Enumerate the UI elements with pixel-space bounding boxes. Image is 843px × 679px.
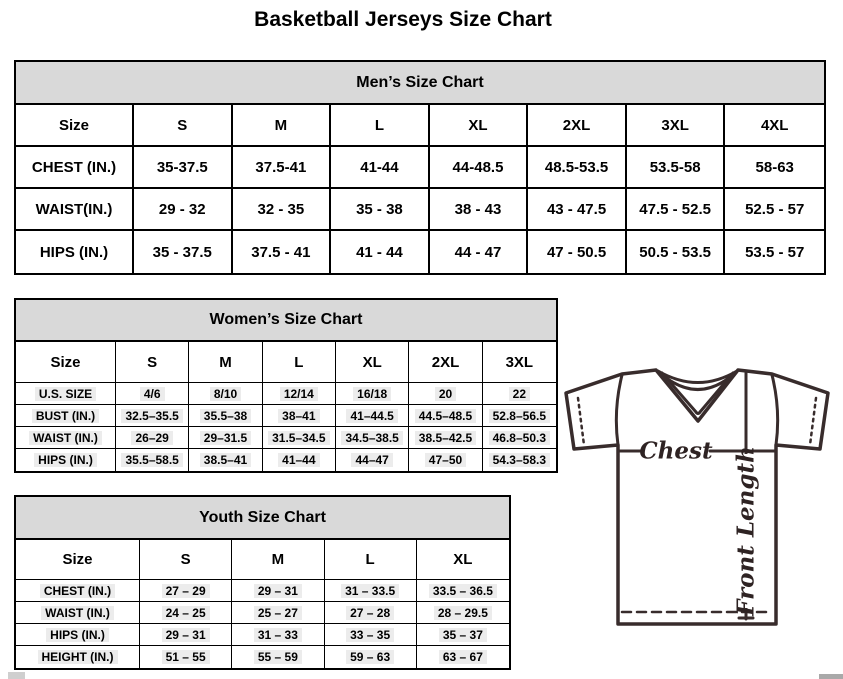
value-cell [189,405,262,427]
column-header-cell-text: L [365,551,375,568]
row-label-cell-text: CHEST (IN.) [31,158,117,176]
value-cell-text: 47.5 - 52.5 [639,200,711,218]
row-label-cell-text: HEIGHT (IN.) [38,650,118,664]
column-header-cell [627,105,726,147]
value-cell-text: 32 - 35 [257,200,305,218]
size-header-cell [16,105,134,147]
value-cell [232,646,324,668]
value-cell [116,405,189,427]
value-cell-text: 32.5–35.5 [121,409,182,423]
value-cell-text: 22 [509,387,530,401]
column-header-cell [417,540,509,580]
row-label-cell-text: HIPS (IN.) [46,628,109,642]
value-cell [417,580,509,602]
chest-label: Chest [639,437,713,465]
value-cell [189,383,262,405]
value-cell [134,231,233,273]
value-cell-text: 54.3–58.3 [489,453,550,467]
value-cell [140,646,232,668]
table-grid [16,342,556,471]
value-cell [325,580,417,602]
value-cell-text: 58-63 [755,158,794,176]
row-label-cell-text: HIPS (IN.) [34,453,97,467]
value-cell-text: 50.5 - 53.5 [639,243,711,261]
column-header-cell-text: 3XL [661,116,689,134]
row-label-cell-text: HIPS (IN.) [39,243,109,261]
value-cell-text: 47–50 [425,453,466,467]
cut-off-ui-fragment-left [8,672,25,679]
value-cell-text: 47 - 50.5 [546,243,607,261]
row-label-cell-text: CHEST (IN.) [40,584,115,598]
value-cell [325,646,417,668]
value-cell-text: 29 - 32 [158,200,206,218]
column-header-cell-text: L [374,116,384,134]
value-cell [725,147,824,189]
value-cell [627,231,726,273]
value-cell [409,449,482,471]
value-cell-text: 31 – 33.5 [341,584,399,598]
value-cell-text: 38 - 43 [454,200,502,218]
row-label-cell [16,646,140,668]
value-cell-text: 24 – 25 [162,606,210,620]
value-cell [331,231,430,273]
value-cell-text: 53.5-58 [649,158,701,176]
value-cell-text: 29 – 31 [254,584,302,598]
row-label-cell [16,602,140,624]
value-cell [232,602,324,624]
value-cell [140,624,232,646]
size-header-cell-text: Size [62,551,93,568]
value-cell-text: 35-37.5 [156,158,208,176]
youth-size-table [14,495,511,670]
value-cell-text: 37.5-41 [255,158,307,176]
jersey-measurement-diagram [556,361,842,644]
value-cell-text: 41 - 44 [356,243,403,261]
column-header-cell [233,105,332,147]
column-header-cell-text: S [147,353,158,371]
column-header-cell [189,342,262,383]
column-header-cell-text: XL [468,116,488,134]
value-cell-text: 33.5 – 36.5 [429,584,497,598]
column-header-cell-text: 4XL [760,116,789,134]
column-header-cell-text: S [177,116,188,134]
value-cell-text: 16/18 [353,387,391,401]
column-header-cell [483,342,556,383]
value-cell [483,427,556,449]
value-cell-text: 28 – 29.5 [434,606,492,620]
table-title: Youth Size Chart [16,497,509,540]
row-label-cell [16,231,134,273]
value-cell [409,405,482,427]
value-cell-text: 8/10 [210,387,241,401]
value-cell [336,405,409,427]
value-cell [417,646,509,668]
cut-off-ui-fragment-right [819,674,843,679]
front-length-label: Front Length [732,446,760,616]
value-cell [325,602,417,624]
value-cell [417,624,509,646]
value-cell [189,449,262,471]
value-cell [430,147,529,189]
row-label-cell-text: BUST (IN.) [32,409,99,423]
value-cell [409,427,482,449]
value-cell-text: 35 - 38 [356,200,403,218]
value-cell [725,189,824,231]
row-label-cell [16,427,116,449]
value-cell [331,147,430,189]
value-cell-text: 35 – 37 [439,628,487,642]
value-cell-text: 52.8–56.5 [489,409,550,423]
value-cell [233,147,332,189]
table-title: Men’s Size Chart [16,62,824,105]
value-cell-text: 35 - 37.5 [152,243,212,261]
row-label-cell-text: WAIST (IN.) [41,606,114,620]
value-cell-text: 55 – 59 [254,650,302,664]
page-title: Basketball Jerseys Size Chart [254,8,552,31]
row-label-cell [16,189,134,231]
value-cell [232,580,324,602]
column-header-cell-text: M [274,116,288,134]
value-cell-text: 38.5–42.5 [415,431,476,445]
column-header-cell [134,105,233,147]
row-label-cell [16,147,134,189]
value-cell-text: 46.8–50.3 [489,431,550,445]
size-header-cell [16,540,140,580]
value-cell [233,231,332,273]
value-cell [116,427,189,449]
table-grid [16,540,509,668]
value-cell-text: 37.5 - 41 [251,243,311,261]
row-label-cell [16,580,140,602]
mens-size-table [14,60,826,275]
size-header-cell-text: Size [58,116,89,134]
value-cell [232,624,324,646]
value-cell [336,383,409,405]
value-cell [331,189,430,231]
value-cell-text: 63 – 67 [439,650,487,664]
column-header-cell-text: S [180,551,191,568]
value-cell [336,427,409,449]
value-cell [430,189,529,231]
row-label-cell-text: WAIST (IN.) [29,431,102,445]
column-header-cell-text: M [219,353,232,371]
value-cell-text: 29–31.5 [200,431,251,445]
column-header-cell [409,342,482,383]
value-cell [627,189,726,231]
column-header-cell-text: 2XL [562,116,591,134]
value-cell [417,602,509,624]
value-cell-text: 52.5 - 57 [745,200,805,218]
value-cell [430,231,529,273]
column-header-cell [336,342,409,383]
value-cell [725,231,824,273]
column-header-cell [325,540,417,580]
value-cell [336,449,409,471]
value-cell-text: 27 – 28 [346,606,394,620]
value-cell-text: 33 – 35 [346,628,394,642]
value-cell-text: 48.5-53.5 [544,158,609,176]
value-cell-text: 53.5 - 57 [745,243,805,261]
value-cell [528,189,627,231]
column-header-cell [725,105,824,147]
value-cell [325,624,417,646]
value-cell [483,383,556,405]
value-cell-text: 35.5–58.5 [121,453,182,467]
value-cell-text: 44 - 47 [454,243,502,261]
column-header-cell [331,105,430,147]
column-header-cell [232,540,324,580]
value-cell [263,383,336,405]
table-title: Women’s Size Chart [16,300,556,342]
row-label-cell [16,624,140,646]
column-header-cell-text: L [294,353,304,371]
value-cell [528,231,627,273]
value-cell-text: 12/14 [280,387,318,401]
value-cell-text: 41-44 [360,158,399,176]
value-cell-text: 29 – 31 [162,628,210,642]
row-label-cell-text: U.S. SIZE [35,387,96,401]
row-label-cell [16,449,116,471]
value-cell-text: 4/6 [140,387,165,401]
value-cell [263,427,336,449]
value-cell [134,147,233,189]
column-header-cell [116,342,189,383]
value-cell [233,189,332,231]
value-cell [483,405,556,427]
value-cell-text: 41–44 [278,453,319,467]
value-cell [189,427,262,449]
value-cell [528,147,627,189]
row-label-cell [16,405,116,427]
column-header-cell-text: 2XL [431,353,460,371]
value-cell-text: 20 [435,387,456,401]
column-header-cell [140,540,232,580]
value-cell [263,449,336,471]
value-cell-text: 43 - 47.5 [546,200,607,218]
table-grid [16,105,824,273]
value-cell-text: 38.5–41 [200,453,251,467]
value-cell-text: 31.5–34.5 [268,431,329,445]
row-label-cell [16,383,116,405]
value-cell-text: 44–47 [351,453,392,467]
column-header-cell-text: XL [362,353,382,371]
value-cell-text: 27 – 29 [162,584,210,598]
value-cell [140,602,232,624]
column-header-cell [528,105,627,147]
column-header-cell-text: M [271,551,285,568]
womens-size-table [14,298,558,473]
value-cell-text: 31 – 33 [254,628,302,642]
row-label-cell-text: WAIST(IN.) [35,200,113,218]
value-cell-text: 41–44.5 [346,409,397,423]
value-cell [409,383,482,405]
value-cell [263,405,336,427]
value-cell [483,449,556,471]
column-header-cell [430,105,529,147]
value-cell [627,147,726,189]
value-cell-text: 59 – 63 [346,650,394,664]
value-cell [134,189,233,231]
value-cell-text: 44.5–48.5 [415,409,476,423]
value-cell-text: 35.5–38 [200,409,251,423]
jersey-outline-shape [566,370,828,624]
column-header-cell-text: XL [453,551,473,568]
value-cell-text: 38–41 [278,409,319,423]
size-header-cell-text: Size [50,353,81,371]
value-cell [116,449,189,471]
size-header-cell [16,342,116,383]
column-header-cell-text: 3XL [505,353,534,371]
value-cell [116,383,189,405]
value-cell [140,580,232,602]
value-cell-text: 51 – 55 [162,650,210,664]
value-cell-text: 26–29 [131,431,172,445]
value-cell-text: 25 – 27 [254,606,302,620]
value-cell-text: 34.5–38.5 [341,431,402,445]
value-cell-text: 44-48.5 [452,158,504,176]
column-header-cell [263,342,336,383]
